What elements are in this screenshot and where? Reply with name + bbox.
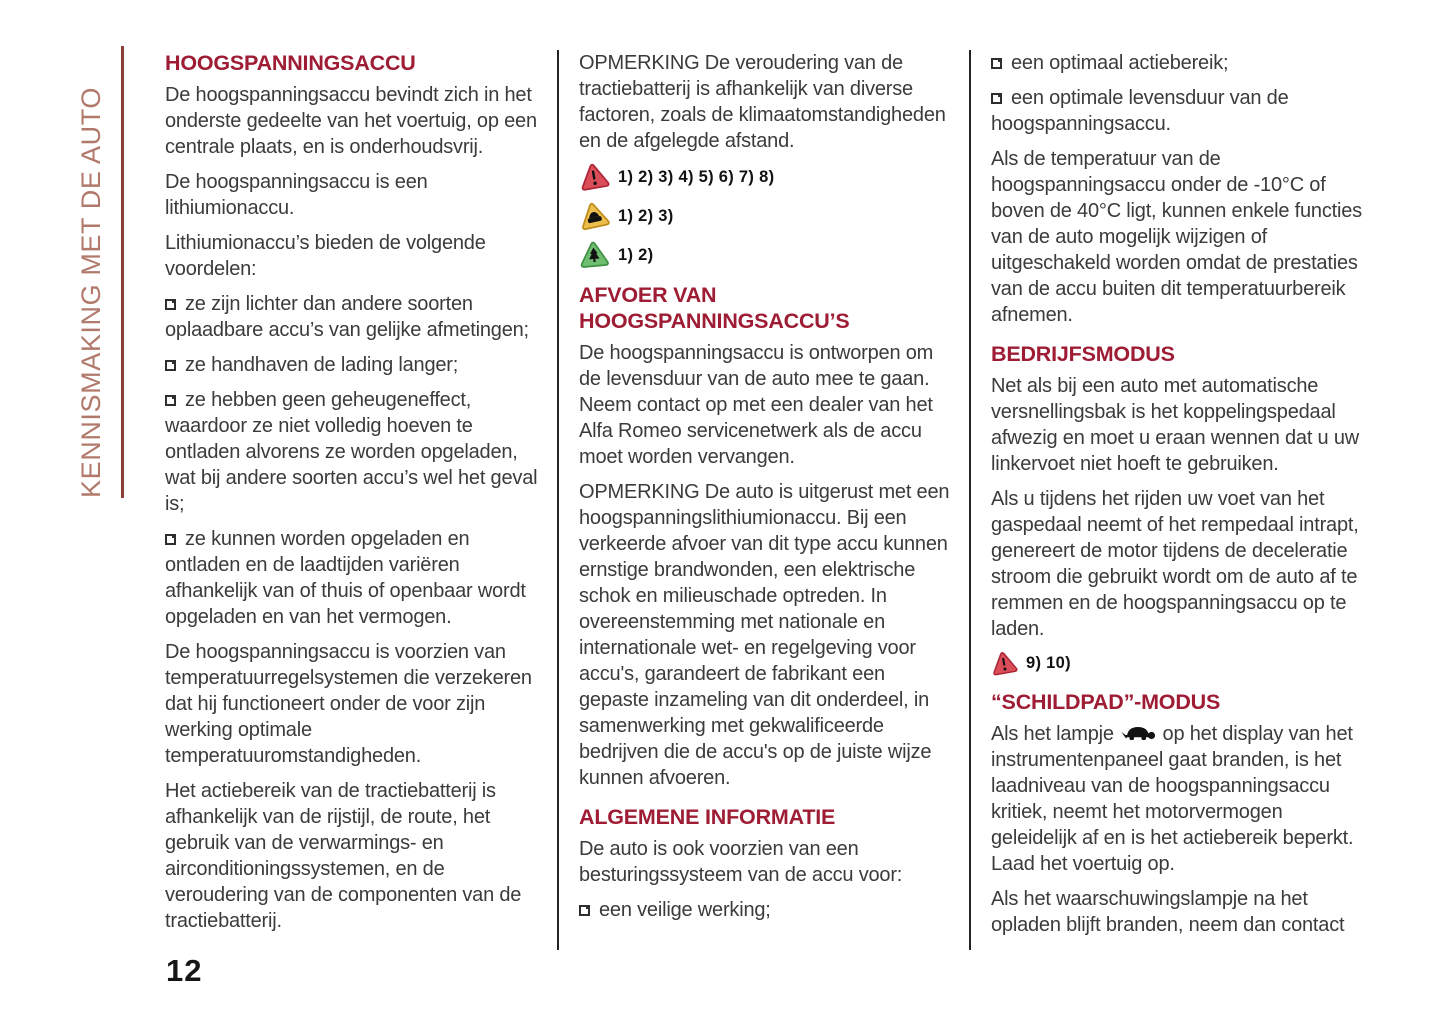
paragraph: De hoogspanningsaccu bevindt zich in het onderste gedeelte van het voertuig, op een centrale plaats, en is onderhoudsvrij. [165, 84, 537, 158]
paragraph: De auto is ook voorzien van een besturingssysteem van de accu voor: [579, 838, 903, 886]
square-bullet-icon [579, 905, 590, 916]
chapter-sidebar-label: KENNISMAKING MET DE AUTO [76, 87, 106, 498]
warning-reference-row [991, 651, 1369, 676]
square-bullet-icon [991, 58, 1002, 69]
turtle-icon [1119, 721, 1157, 747]
list-item [165, 352, 541, 378]
sidebar-rule [121, 46, 124, 498]
warning-reference-row [579, 241, 951, 269]
warning-exclamation-triangle-icon [577, 161, 611, 194]
list-item-text: ze handhaven de lading langer; [185, 354, 459, 376]
warning-exclamation-triangle-icon [989, 649, 1019, 678]
list-item [165, 291, 541, 343]
paragraph: OPMERKING De veroudering van de tractiebatterij is afhankelijk van diverse factoren, zoals de klimaatomstandigheden en de afgelegde afstand. [579, 52, 946, 152]
page-number: 12 [166, 953, 203, 988]
paragraph-with-turtle-lamp [991, 721, 1369, 877]
section-heading-afvoer: AFVOER VAN HOOGSPANNINGSACCU’S [579, 283, 850, 333]
warning-tree-triangle-icon [578, 240, 610, 271]
paragraph-text: Als het lampje [991, 723, 1114, 745]
warning-note-numbers: 1) 2) 3) 4) 5) 6) 7) 8) [618, 167, 775, 186]
warning-reference-row [579, 202, 951, 230]
square-bullet-icon [165, 534, 176, 545]
column-hoogspanningsaccu [165, 50, 541, 943]
list-item [579, 897, 951, 923]
list-item-text: een optimale levensduur van de hoogspanningsaccu. [991, 87, 1289, 135]
paragraph: Lithiumionaccu’s bieden de volgende voordelen: [165, 232, 486, 280]
section-heading-schildpad-modus: “SCHILDPAD”-MODUS [991, 690, 1221, 714]
list-item [991, 85, 1369, 137]
paragraph: Net als bij een auto met automatische versnellingsbak is het koppelingspedaal afwezig en moet u eraan wennen dat u uw linkervoet niet hoeft te gebruiken. [991, 375, 1360, 475]
paragraph: De hoogspanningsaccu is voorzien van temperatuurregelsystemen die verzekeren dat hij functioneert onder de voor zijn werking optimale temperatuuromstandigheden. [165, 641, 532, 767]
section-heading-algemene-informatie: ALGEMENE INFORMATIE [579, 805, 836, 829]
paragraph: OPMERKING De auto is uitgerust met een hoogspanningslithiumionaccu. Bij een verkeerde afvoer van dit type accu kunnen ernstige brandwonden, een elektrische schok en milieuschade optreden. In overeenstemming met nationale en internationale wet- en regelgeving voor accu's, garandeert de fabrikant een gepaste inzameling van dit onderdeel, in samenwerking met gekwalificeerde bedrijven die de accu's op de juiste wijze kunnen afvoeren. [579, 481, 950, 789]
list-item [991, 50, 1369, 76]
list-item [165, 387, 541, 517]
warning-note-numbers: 9) 10) [1026, 654, 1071, 672]
column-divider [557, 50, 559, 950]
paragraph-text: op het display van het instrumentenpaneel gaat branden, is het laadniveau van de hoogspanningsaccu kritiek, neemt het motorvermogen geleidelijk af en is het actiebereik beperkt. Laad het voertuig op. [991, 723, 1354, 875]
paragraph: Als het waarschuwingslampje na het opladen blijft branden, neem dan contact [991, 888, 1345, 936]
paragraph: De hoogspanningsaccu is een lithiumionaccu. [165, 171, 428, 219]
square-bullet-icon [165, 299, 176, 310]
column-afvoer [579, 50, 951, 932]
warning-car-triangle-icon [576, 199, 611, 233]
warning-reference-row [579, 163, 951, 191]
section-heading-hoogspanningsaccu: HOOGSPANNINGSACCU [165, 51, 416, 75]
list-item-text: een optimaal actiebereik; [1011, 52, 1229, 74]
warning-note-numbers: 1) 2) [618, 245, 654, 264]
list-item-text: ze hebben geen geheugeneffect, waardoor ze niet volledig hoeven te ontladen alvorens ze worden opgeladen, wat bij andere soorten accu’s wel het geval is; [165, 389, 538, 515]
square-bullet-icon [165, 395, 176, 406]
square-bullet-icon [991, 93, 1002, 104]
column-bedrijfsmodus [991, 50, 1369, 947]
paragraph: Het actiebereik van de tractiebatterij is afhankelijk van de rijstijl, de route, het gebruik van de verwarmings- en airconditioningssystemen, en de veroudering van de componenten van de tractiebatterij. [165, 780, 522, 932]
section-heading-bedrijfsmodus: BEDRIJFSMODUS [991, 342, 1175, 366]
list-item-text: ze zijn lichter dan andere soorten oplaadbare accu’s van gelijke afmetingen; [165, 293, 529, 341]
paragraph: Als de temperatuur van de hoogspanningsaccu onder de -10°C of boven de 40°C ligt, kunnen enkele functies van de auto mogelijk wijzigen of uitgeschakeld worden omdat de prestaties van de accu buiten dit temperatuurbereik afnemen. [991, 148, 1362, 326]
square-bullet-icon [165, 360, 176, 371]
paragraph: De hoogspanningsaccu is ontworpen om de levensduur van de auto mee te gaan. Neem contact op met een dealer van het Alfa Romeo servicenetwerk als de accu moet worden vervangen. [579, 342, 934, 468]
paragraph: Als u tijdens het rijden uw voet van het gaspedaal neemt of het rempedaal intrapt, genereert de motor tijdens de deceleratie stroom die gebruikt wordt om de auto af te remmen en de hoogspanningsaccu op te laden. [991, 488, 1359, 640]
list-item [165, 526, 541, 630]
list-item-text: ze kunnen worden opgeladen en ontladen en de laadtijden variëren afhankelijk van of thuis of openbaar wordt opgeladen en van het vermogen. [165, 528, 526, 628]
list-item-text: een veilige werking; [599, 899, 771, 921]
column-divider [969, 50, 971, 950]
warning-note-numbers: 1) 2) 3) [618, 206, 674, 225]
